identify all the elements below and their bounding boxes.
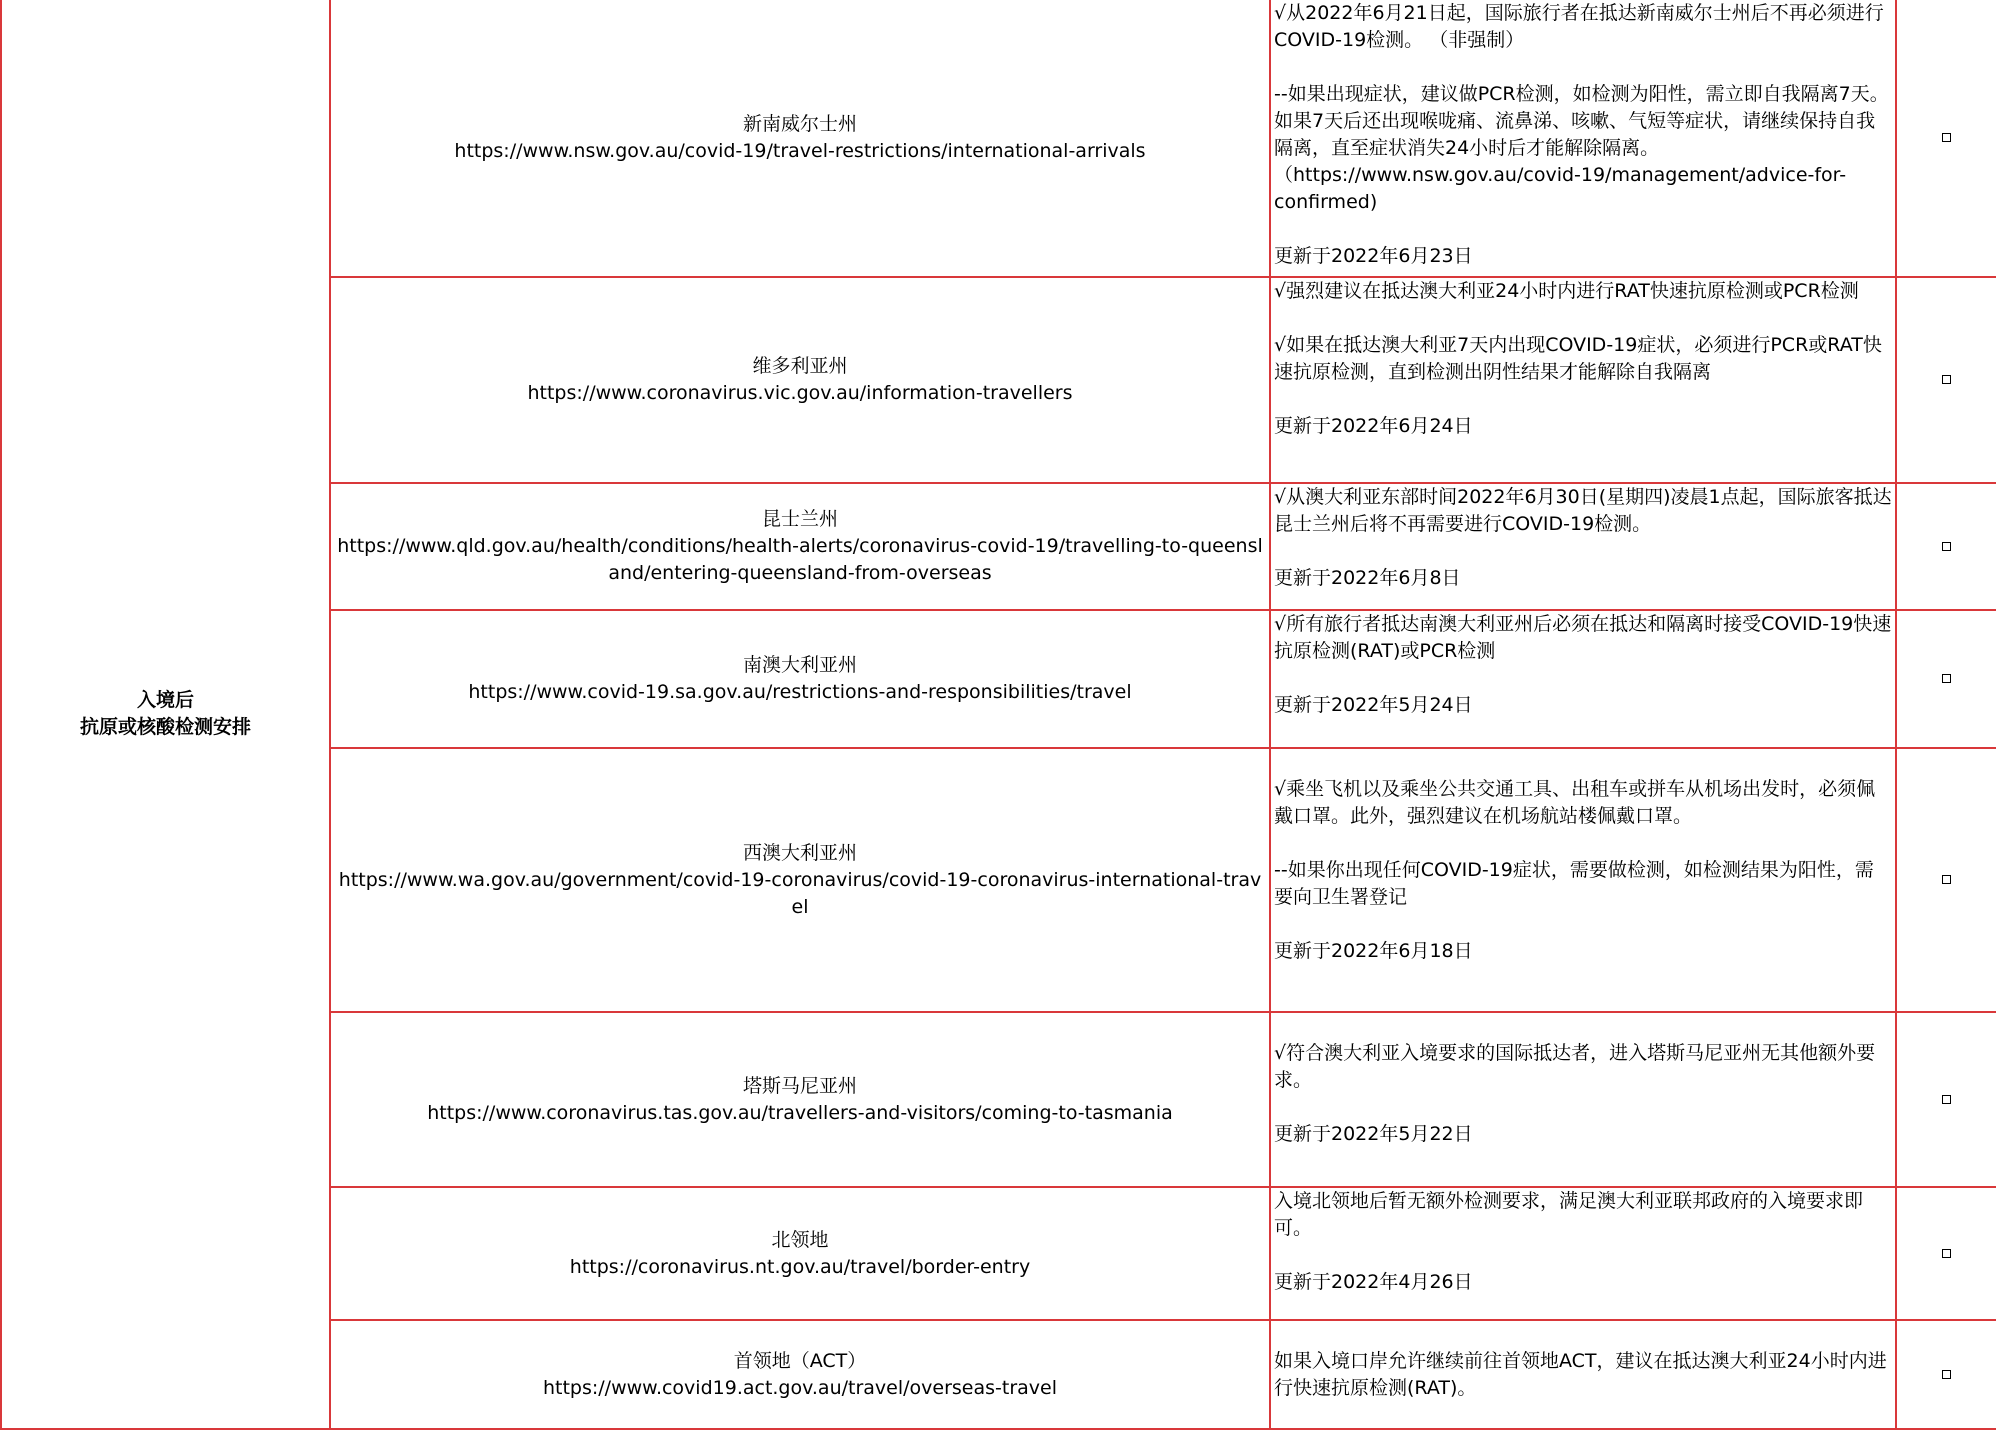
requirement-line: --如果你出现任何COVID-19症状，需要做检测，如检测结果为阳性，需要向卫生署登记 (1274, 859, 1874, 908)
region-url-link[interactable]: https://www.covid-19.sa.gov.au/restrictions-and-responsibilities/travel (468, 681, 1132, 703)
requirement-line: √所有旅行者抵达南澳大利亚州后必须在抵达和隔离时接受COVID-19快速抗原检测(RAT)或PCR检测 (1274, 613, 1892, 662)
region-cell (330, 610, 1270, 748)
region-cell (330, 483, 1270, 610)
checkbox-icon[interactable] (1942, 1249, 1951, 1258)
region-name: 塔斯马尼亚州 (742, 1074, 857, 1097)
requirement-line (1274, 830, 1892, 857)
region-cell (330, 1012, 1270, 1187)
requirement-line: 更新于2022年6月24日 (1274, 415, 1473, 437)
requirement-line: --如果出现症状，建议做PCR检测，如检测为阳性，需立即自我隔离7天。如果7天后还出现喉咙痛、流鼻涕、咳嗽、气短等症状，请继续保持自我隔离，直至症状消失24小时后才能解除隔离。（https://www.nsw.gov.au/covid-19/management/advice-for-confirmed) (1274, 83, 1889, 213)
requirement-line (1274, 305, 1892, 332)
checkbox-icon[interactable] (1942, 875, 1951, 884)
checkbox-cell (1896, 1187, 1996, 1320)
table-row (1, 0, 1996, 277)
requirement-line (1274, 749, 1892, 776)
region-url-link[interactable]: https://www.nsw.gov.au/covid-19/travel-restrictions/international-arrivals (454, 140, 1146, 162)
requirement-line (1274, 665, 1892, 692)
requirement-line (1274, 1321, 1892, 1348)
requirement-line: 更新于2022年6月23日 (1274, 245, 1473, 267)
checkbox-cell (1896, 0, 1996, 277)
region-url-link[interactable]: https://www.qld.gov.au/health/conditions/health-alerts/coronavirus-covid-19/travelling-to-queensland/entering-queensland-from-overseas (337, 535, 1263, 584)
region-cell (330, 0, 1270, 277)
checkbox-cell (1896, 610, 1996, 748)
requirement-cell (1270, 1320, 1896, 1429)
requirement-line: 更新于2022年5月24日 (1274, 694, 1473, 716)
region-url-link[interactable]: https://www.coronavirus.vic.gov.au/information-travellers (527, 382, 1073, 404)
requirement-line: 更新于2022年6月8日 (1274, 567, 1461, 589)
region-name: 南澳大利亚州 (742, 654, 857, 676)
region-cell (330, 277, 1270, 483)
category-cell (1, 0, 330, 1429)
table-body (1, 0, 1996, 1429)
requirement-cell (1270, 277, 1896, 483)
region-cell (330, 1187, 1270, 1320)
checkbox-cell (1896, 1320, 1996, 1429)
requirement-line: 更新于2022年6月18日 (1274, 940, 1473, 962)
checkbox-cell (1896, 483, 1996, 610)
checkbox-cell (1896, 1012, 1996, 1187)
requirement-line: 更新于2022年4月26日 (1274, 1271, 1473, 1293)
region-url-link[interactable]: https://coronavirus.nt.gov.au/travel/border-entry (569, 1255, 1031, 1278)
region-cell (330, 1320, 1270, 1429)
requirement-line (1274, 1094, 1892, 1121)
region-name: 首领地（ACT） (733, 1349, 867, 1372)
region-url-link[interactable]: https://www.coronavirus.tas.gov.au/travellers-and-visitors/coming-to-tasmania (427, 1101, 1173, 1124)
region-name: 维多利亚州 (752, 355, 848, 377)
region-name: 西澳大利亚州 (742, 841, 857, 864)
requirement-line: √从2022年6月21日起，国际旅行者在抵达新南威尔士州后不再必须进行COVID-19检测。 （非强制） (1274, 2, 1884, 51)
checkbox-icon[interactable] (1942, 133, 1951, 142)
checkbox-icon[interactable] (1942, 1095, 1951, 1104)
requirement-line: √符合澳大利亚入境要求的国际抵达者，进入塔斯马尼亚州无其他额外要求。 (1274, 1042, 1876, 1091)
requirement-line: √如果在抵达澳大利亚7天内出现COVID-19症状，必须进行PCR或RAT快速抗原检测，直到检测出阴性结果才能解除自我隔离 (1274, 334, 1882, 383)
region-cell (330, 748, 1270, 1012)
requirement-line (1274, 1013, 1892, 1040)
region-name: 北领地 (771, 1228, 829, 1251)
region-name: 昆士兰州 (761, 508, 838, 530)
checkbox-cell (1896, 748, 1996, 1012)
requirement-line: 更新于2022年5月22日 (1274, 1123, 1473, 1145)
requirement-cell (1270, 483, 1896, 610)
checkbox-icon[interactable] (1942, 1370, 1951, 1379)
checkbox-icon[interactable] (1942, 375, 1951, 384)
requirement-line: 如果入境口岸允许继续前往首领地ACT，建议在抵达澳大利亚24小时内进行快速抗原检测(RAT)。 (1274, 1350, 1887, 1399)
category-title-line-2: 抗原或核酸检测安排 (79, 716, 251, 738)
requirement-cell (1270, 1012, 1896, 1187)
requirement-line (1274, 386, 1892, 413)
region-url-link[interactable]: https://www.wa.gov.au/government/covid-19-coronavirus/covid-19-coronavirus-international-travel (338, 868, 1262, 918)
category-title-line-1: 入境后 (136, 689, 194, 711)
requirement-cell (1270, 610, 1896, 748)
requirement-cell (1270, 1187, 1896, 1320)
requirement-cell (1270, 0, 1896, 277)
requirement-line (1274, 911, 1892, 938)
requirement-line (1274, 216, 1892, 243)
checkbox-icon[interactable] (1942, 542, 1951, 551)
requirement-line: √乘坐飞机以及乘坐公共交通工具、出租车或拼车从机场出发时，必须佩戴口罩。此外，强烈建议在机场航站楼佩戴口罩。 (1274, 778, 1876, 827)
checkbox-icon[interactable] (1942, 674, 1951, 683)
requirement-line: √强烈建议在抵达澳大利亚24小时内进行RAT快速抗原检测或PCR检测 (1274, 280, 1859, 302)
requirement-line (1274, 538, 1892, 565)
requirement-line: 入境北领地后暂无额外检测要求，满足澳大利亚联邦政府的入境要求即可。 (1274, 1190, 1864, 1239)
requirement-line: √从澳大利亚东部时间2022年6月30日(星期四)凌晨1点起，国际旅客抵达昆士兰州后将不再需要进行COVID-19检测。 (1274, 486, 1892, 535)
region-name: 新南威尔士州 (742, 113, 857, 135)
region-url-link[interactable]: https://www.covid19.act.gov.au/travel/overseas-travel (542, 1376, 1058, 1399)
requirement-cell (1270, 748, 1896, 1012)
requirement-line (1274, 1242, 1892, 1269)
requirement-line (1274, 54, 1892, 81)
checkbox-cell (1896, 277, 1996, 483)
